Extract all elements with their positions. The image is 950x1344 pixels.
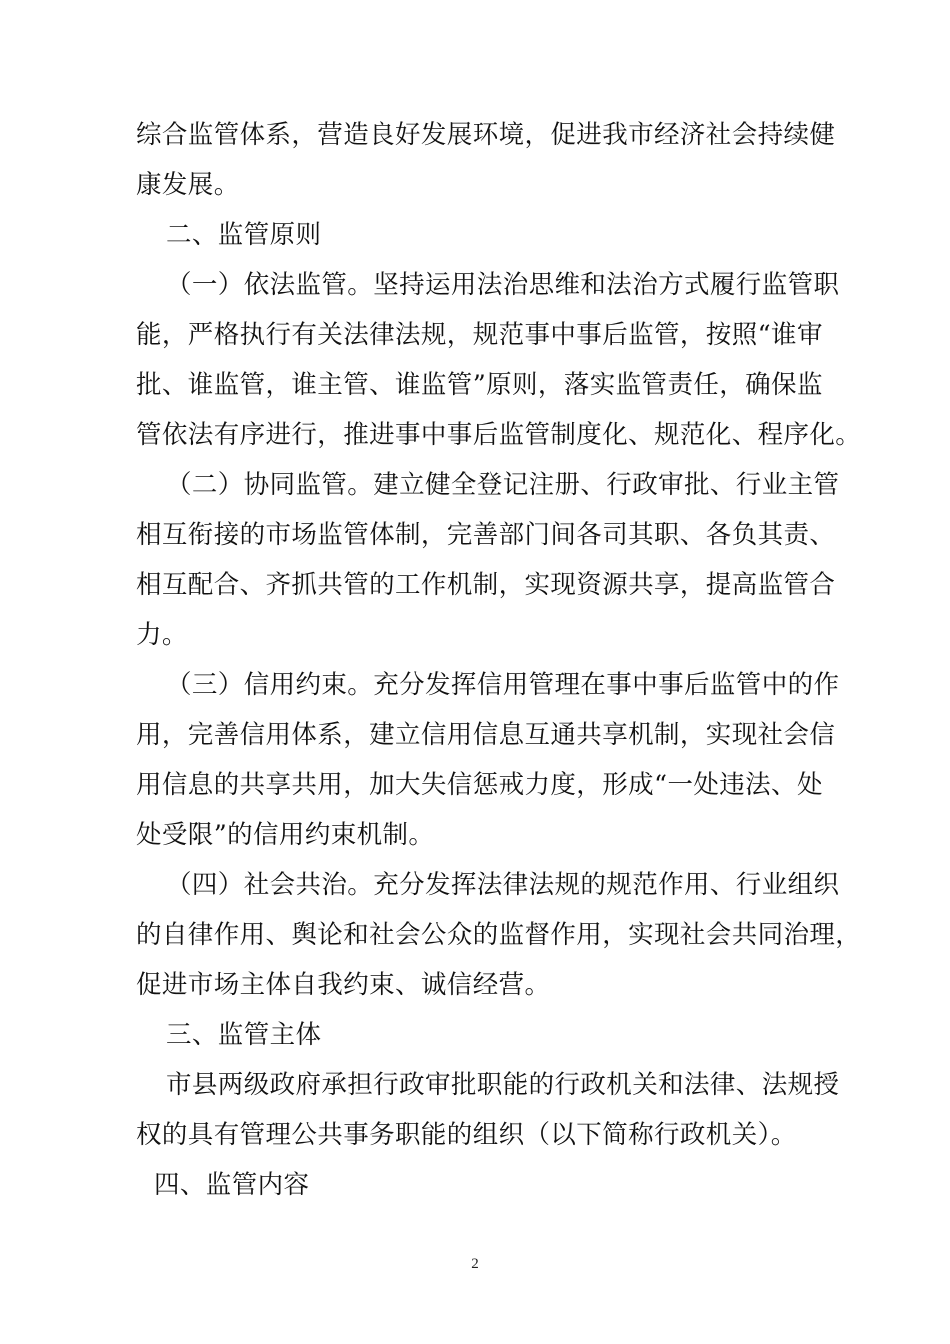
- text-line: 权的具有管理公共事务职能的组织（以下简称行政机关）。: [136, 1120, 797, 1150]
- text-line: 能，严格执行有关法律法规，规范事中事后监管，按照“谁审: [136, 320, 823, 350]
- text-line: 相互配合、齐抓共管的工作机制，实现资源共享，提高监管合: [136, 570, 836, 600]
- text-line: 用，完善信用体系，建立信用信息互通共享机制，实现社会信: [136, 720, 836, 750]
- text-line: （一）依法监管。坚持运用法治思维和法治方式履行监管职: [166, 270, 840, 300]
- page-number: 2: [471, 1256, 479, 1272]
- text-line: 力。: [136, 620, 188, 650]
- section-heading-principles: 二、监管原则: [166, 220, 322, 250]
- text-line: （三）信用约束。充分发挥信用管理在事中事后监管中的作: [166, 670, 840, 700]
- text-line: 的自律作用、舆论和社会公众的监督作用，实现社会共同治理，: [136, 920, 862, 950]
- section-heading-content: 四、监管内容: [154, 1170, 310, 1200]
- text-line: 促进市场主体自我约束、诚信经营。: [136, 970, 551, 1000]
- text-line: 处受限”的信用约束机制。: [136, 820, 435, 850]
- text-line: （二）协同监管。建立健全登记注册、行政审批、行业主管: [166, 470, 840, 500]
- text-line: （四）社会共治。充分发挥法律法规的规范作用、行业组织: [166, 870, 840, 900]
- document-body: [136, 110, 862, 1210]
- text-line: 用信息的共享共用，加大失信惩戒力度，形成“一处违法、处: [136, 770, 823, 800]
- text-line: 管依法有序进行，推进事中事后监管制度化、规范化、程序化。: [136, 420, 862, 450]
- text-line: 康发展。: [136, 170, 240, 200]
- text-line: 市县两级政府承担行政审批职能的行政机关和法律、法规授: [166, 1070, 840, 1100]
- text-line: 综合监管体系，营造良好发展环境，促进我市经济社会持续健: [136, 120, 836, 150]
- text-line: 批、谁监管，谁主管、谁监管”原则，落实监管责任，确保监: [136, 370, 823, 400]
- text-line: 相互衔接的市场监管体制，完善部门间各司其职、各负其责、: [136, 520, 836, 550]
- section-heading-subjects: 三、监管主体: [166, 1020, 322, 1050]
